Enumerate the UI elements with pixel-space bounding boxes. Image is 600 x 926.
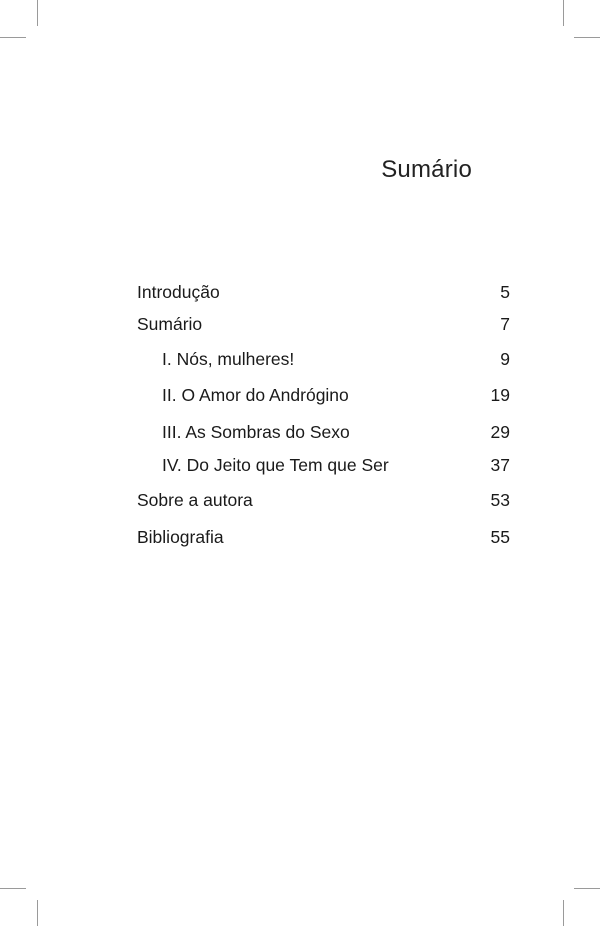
- toc-entry-introducao: [137, 281, 510, 303]
- crop-mark-bottom-left-horizontal: [0, 888, 26, 889]
- toc-entry-page: 9: [500, 349, 510, 369]
- toc-entry-bibliografia: [137, 526, 510, 548]
- toc-entry-label: Introdução: [137, 282, 220, 302]
- crop-mark-top-right-horizontal: [574, 37, 600, 38]
- toc-entry-label: Sobre a autora: [137, 490, 253, 510]
- toc-entry-chapter-2: [137, 384, 510, 406]
- toc-entry-chapter-4: [137, 454, 510, 476]
- crop-mark-top-left-vertical: [37, 0, 38, 26]
- toc-entry-label: Bibliografia: [137, 527, 224, 547]
- toc-entry-page: 29: [490, 422, 510, 442]
- toc-entry-page: 7: [500, 314, 510, 334]
- crop-mark-bottom-left-vertical: [37, 900, 38, 926]
- toc-entry-sumario: [137, 313, 510, 335]
- toc-entry-page: 37: [490, 455, 510, 475]
- toc-entry-sobre-a-autora: [137, 489, 510, 511]
- crop-mark-bottom-right-horizontal: [574, 888, 600, 889]
- toc-entry-chapter-1: [137, 348, 510, 370]
- toc-entry-chapter-3: [137, 421, 510, 443]
- toc-entry-page: 53: [490, 490, 510, 510]
- crop-mark-top-left-horizontal: [0, 37, 26, 38]
- toc-entry-page: 19: [490, 385, 510, 405]
- toc-entry-page: 55: [490, 527, 510, 547]
- page-title: Sumário: [381, 156, 472, 184]
- toc-entry-label: III. As Sombras do Sexo: [162, 422, 350, 442]
- toc-entry-label: I. Nós, mulheres!: [162, 349, 295, 369]
- crop-mark-top-right-vertical: [563, 0, 564, 26]
- crop-mark-bottom-right-vertical: [563, 900, 564, 926]
- toc-entry-label: II. O Amor do Andrógino: [162, 385, 349, 405]
- toc-entry-label: Sumário: [137, 314, 203, 334]
- toc-entry-page: 5: [500, 282, 510, 302]
- toc-entry-label: IV. Do Jeito que Tem que Ser: [162, 455, 389, 475]
